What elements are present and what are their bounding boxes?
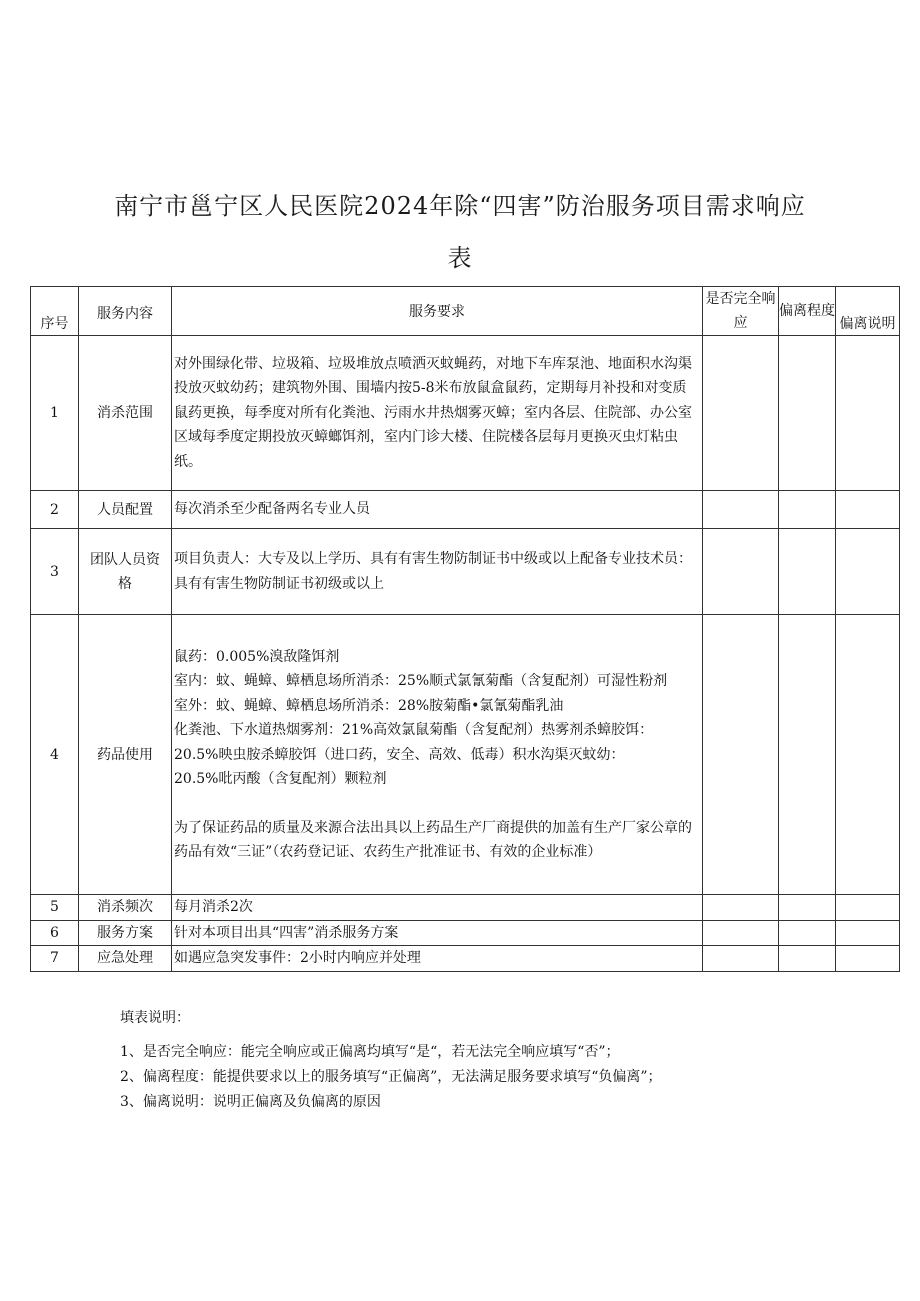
header-content: 服务内容 <box>79 287 172 336</box>
row-requirement: 每月消杀2次 <box>172 895 703 921</box>
row-content: 消杀范围 <box>79 336 172 491</box>
drug-line: 化粪池、下水道热烟雾剂：21%高效氯鼠菊酯（含复配剂）热雾剂杀蟑胶饵： <box>174 722 654 738</box>
row-requirement: 项目负责人：大专及以上学历、具有有害生物防制证书中级或以上配备专业技术员：具有有害生物防制证书初级或以上 <box>172 529 703 615</box>
table-row <box>31 529 900 615</box>
row-content: 人员配置 <box>79 491 172 529</box>
deviation-degree-cell <box>779 895 836 921</box>
full-response-cell <box>703 491 779 529</box>
deviation-note-cell <box>836 491 900 529</box>
row-requirement: 对外围绿化带、垃圾箱、垃圾堆放点喷洒灭蚊蝇药，对地下车库泵池、地面积水沟渠投放灭蚊幼药；建筑物外围、围墙内按5-8米布放鼠盒鼠药，定期每月补投和对变质鼠药更换，每季度对所有化粪池、污雨水井热烟雾灭蟑；室内各层、住院部、办公室区域每季度定期投放灭蟑螂饵剂，室内门诊大楼、住院楼各层每月更换灭虫灯粘虫纸。 <box>172 336 703 491</box>
table-row <box>31 336 900 491</box>
header-deviation-note: 偏离说明 <box>836 287 900 336</box>
drug-certificate-note: 为了保证药品的质量及来源合法出具以上药品生产厂商提供的加盖有生产厂家公章的药品有效“三证”（农药登记证、农药生产批准证书、有效的企业标准） <box>174 819 692 860</box>
drug-line: 鼠药：0.005%溴敌隆饵剂 <box>174 648 340 665</box>
full-response-cell <box>703 946 779 972</box>
document-title-line-2: 表 <box>447 244 473 272</box>
header-full-response: 是否完全响应 <box>703 287 779 336</box>
row-seq: 2 <box>31 491 79 529</box>
deviation-degree-cell <box>779 946 836 972</box>
header-deviation-degree: 偏离程度 <box>779 287 836 336</box>
requirements-table <box>30 286 900 972</box>
drug-line: 室内：蚊、蝇蟑、蟑栖息场所消杀：25%顺式氯氰菊酯（含复配剂）可湿性粉剂 <box>174 673 668 689</box>
drug-line: 20.5%映虫胺杀蟑胶饵（进口药，安全、高效、低毒）积水沟渠灭蚊幼： <box>174 746 625 763</box>
drug-line: 20.5%吡丙酸（含复配剂）颗粒剂 <box>174 771 387 787</box>
full-response-cell <box>703 615 779 895</box>
row-content: 应急处理 <box>79 946 172 972</box>
row-seq: 7 <box>31 946 79 972</box>
table-row <box>31 491 900 529</box>
drug-line: 室外：蚊、蝇蟑、蟑栖息场所消杀：28%胺菊酯•氯氰菊酯乳油 <box>174 697 564 714</box>
deviation-degree-cell <box>779 336 836 491</box>
row-seq: 5 <box>31 895 79 921</box>
deviation-note-cell <box>836 946 900 972</box>
row-content: 团队人员资格 <box>79 529 172 615</box>
deviation-note-cell <box>836 615 900 895</box>
row-seq: 6 <box>31 920 79 946</box>
row-content: 消杀频次 <box>79 895 172 921</box>
instruction-item: 3、偏离说明：说明正偏离及负偏离的原因 <box>120 1094 381 1110</box>
deviation-degree-cell <box>779 529 836 615</box>
deviation-note-cell <box>836 529 900 615</box>
row-requirement: 每次消杀至少配备两名专业人员 <box>172 491 703 529</box>
fill-instructions <box>120 1006 662 1115</box>
row-seq: 4 <box>31 615 79 895</box>
table-row <box>31 895 900 921</box>
row-content: 药品使用 <box>79 615 172 895</box>
row-requirement: 如遇应急突发事件：2小时内响应并处理 <box>172 946 703 972</box>
row-requirement: 针对本项目出具“四害”消杀服务方案 <box>172 920 703 946</box>
deviation-note-cell <box>836 336 900 491</box>
table-row <box>31 946 900 972</box>
header-seq: 序号 <box>31 287 79 336</box>
full-response-cell <box>703 920 779 946</box>
instruction-item: 2、偏离程度：能提供要求以上的服务填写“正偏离”，无法满足服务要求填写“负偏离”； <box>120 1069 662 1085</box>
header-requirement: 服务要求 <box>172 287 703 336</box>
instruction-item: 1、是否完全响应：能完全响应或正偏离均填写“是“，若无法完全响应填写“否”； <box>120 1044 620 1060</box>
row-requirement <box>172 615 703 895</box>
full-response-cell <box>703 895 779 921</box>
deviation-degree-cell <box>779 615 836 895</box>
table-header-row <box>31 287 900 336</box>
full-response-cell <box>703 529 779 615</box>
row-seq: 1 <box>31 336 79 491</box>
deviation-note-cell <box>836 895 900 921</box>
table-row <box>31 920 900 946</box>
deviation-degree-cell <box>779 920 836 946</box>
table-row <box>31 615 900 895</box>
row-content: 服务方案 <box>79 920 172 946</box>
deviation-note-cell <box>836 920 900 946</box>
deviation-degree-cell <box>779 491 836 529</box>
instructions-heading: 填表说明： <box>120 1010 190 1026</box>
full-response-cell <box>703 336 779 491</box>
document-title-line-1: 南宁市邕宁区人民医院2024年除“四害”防治服务项目需求响应 <box>114 192 806 220</box>
row-seq: 3 <box>31 529 79 615</box>
